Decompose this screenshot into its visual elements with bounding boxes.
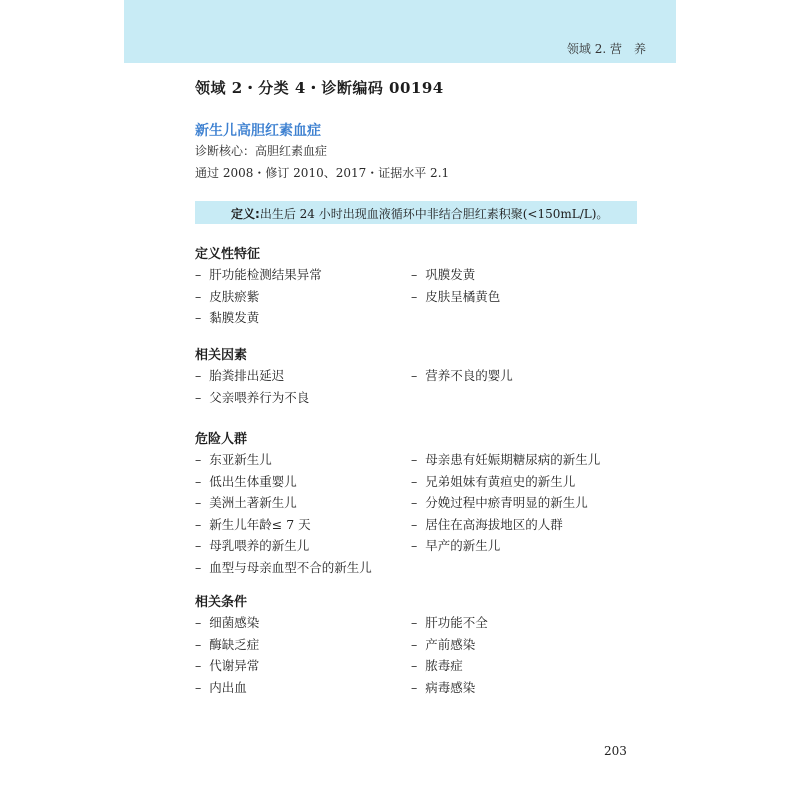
diagnosis-title: 新生儿高胆红素血症 (195, 123, 321, 139)
item-list (195, 612, 635, 698)
definition-box (195, 201, 637, 224)
list-item: – 母亲患有妊娠期糖尿病的新生儿 (411, 452, 601, 467)
section-title: 定义性特征 (195, 247, 261, 262)
page-number: 203 (604, 744, 627, 758)
list-item: – 分娩过程中瘀青明显的新生儿 (411, 495, 588, 510)
definition-body: 出生后 24 小时出现血液循环中非结合胆红素积聚(<150mL/L)。 (259, 207, 609, 221)
list-item: – 内出血 (195, 679, 247, 695)
list-item: – 早产的新生儿 (411, 538, 501, 553)
list-item: – 营养不良的婴儿 (411, 368, 513, 383)
list-item: – 兄弟姐妹有黄疸史的新生儿 (411, 473, 576, 489)
diagnosis-core: 诊断核心：高胆红素血症 (195, 144, 328, 158)
header-band (124, 0, 676, 63)
list-item: – 新生儿年龄≤ 7 天 (195, 516, 311, 532)
list-item: – 母乳喂养的新生儿 (195, 538, 310, 553)
section-title: 相关条件 (195, 595, 248, 610)
list-item: – 产前感染 (411, 636, 476, 652)
section-title: 危险人群 (195, 432, 248, 447)
section-related-factors (195, 347, 635, 408)
definition-text (231, 205, 608, 222)
item-list (195, 449, 635, 578)
list-item: – 皮肤呈橘黄色 (411, 288, 501, 304)
list-item: – 细菌感染 (195, 615, 260, 630)
list-item: – 低出生体重婴儿 (195, 473, 297, 489)
definition-label: 定义: (231, 207, 260, 221)
approval-info: 通过 2008・修订 2010、2017・证据水平 2.1 (195, 166, 450, 180)
list-item: – 脓毒症 (411, 658, 463, 673)
item-list (195, 365, 635, 408)
list-item: – 美洲土著新生儿 (195, 495, 297, 510)
list-item: – 巩膜发黄 (411, 267, 476, 282)
item-list (195, 264, 635, 329)
list-item: – 血型与母亲血型不合的新生儿 (195, 559, 372, 575)
list-item: – 肝功能检测结果异常 (195, 267, 322, 282)
list-item: – 居住在高海拔地区的人群 (411, 516, 563, 532)
diagnosis-heading: 领域 2・分类 4・诊断编码 00194 (195, 79, 444, 97)
list-item: – 东亚新生儿 (195, 452, 272, 467)
list-item: – 皮肤瘀紫 (195, 288, 260, 304)
list-item: – 酶缺乏症 (195, 636, 260, 652)
list-item: – 胎粪排出延迟 (195, 368, 285, 383)
running-head: 领域 2. 营 养 (566, 42, 646, 56)
list-item: – 肝功能不全 (411, 615, 488, 630)
section-at-risk-population (195, 431, 635, 578)
list-item: – 代谢异常 (195, 658, 260, 673)
list-item: – 父亲喂养行为不良 (195, 389, 310, 405)
section-title: 相关因素 (195, 348, 248, 363)
section-defining-characteristics (195, 246, 635, 329)
list-item: – 病毒感染 (411, 679, 476, 695)
list-item: – 黏膜发黄 (195, 310, 260, 325)
section-associated-conditions (195, 594, 635, 698)
